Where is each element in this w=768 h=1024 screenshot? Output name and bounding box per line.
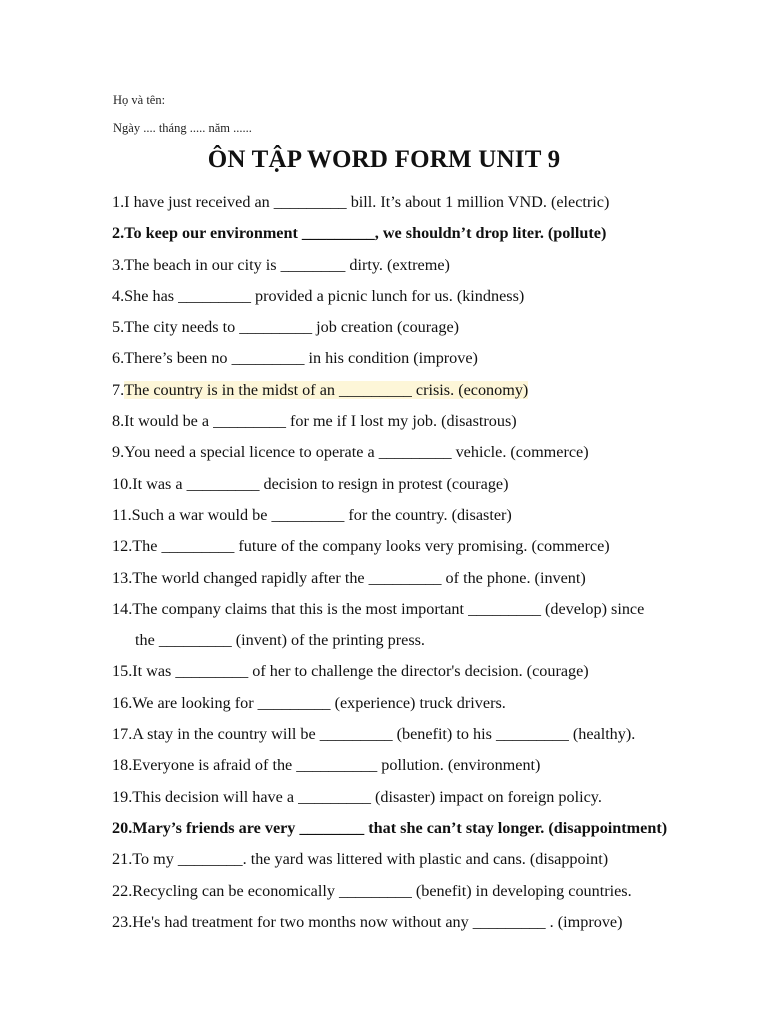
item-text: This decision will have a _________ (disaster) impact on foreign policy. bbox=[132, 787, 602, 806]
exercise-item-21 bbox=[112, 844, 712, 875]
item-number: 21. bbox=[112, 850, 133, 869]
exercise-item-3 bbox=[112, 250, 712, 281]
item-text: She has _________ provided a picnic lunch for us. (kindness) bbox=[124, 286, 525, 305]
exercise-item-4 bbox=[112, 281, 712, 312]
exercise-item-7 bbox=[112, 375, 712, 406]
exercise-item-5 bbox=[112, 312, 712, 343]
exercise-item-15 bbox=[112, 656, 712, 687]
worksheet-title: ÔN TẬP WORD FORM UNIT 9 bbox=[207, 146, 561, 173]
date-line: Ngày .... tháng ..... năm ...... bbox=[113, 121, 252, 135]
item-text: the _________ (invent) of the printing press. bbox=[135, 631, 425, 650]
item-number: 5. bbox=[112, 318, 125, 337]
exercise-item-12 bbox=[112, 531, 712, 562]
item-number: 20. bbox=[112, 818, 133, 837]
item-text: Everyone is afraid of the __________ pollution. (environment) bbox=[132, 756, 541, 775]
exercise-item-13 bbox=[112, 563, 712, 594]
item-number: 3. bbox=[112, 255, 125, 274]
item-text: The company claims that this is the most important _________ (develop) since bbox=[132, 599, 645, 618]
item-number: 19. bbox=[112, 787, 133, 806]
exercise-item-17 bbox=[112, 719, 712, 750]
item-text: I have just received an _________ bill. It’s about 1 million VND. (electric) bbox=[124, 193, 610, 211]
item-text: The city needs to _________ job creation (courage) bbox=[124, 318, 460, 337]
item-number: 12. bbox=[112, 537, 133, 556]
item-number: 10. bbox=[112, 474, 133, 493]
item-number: 16. bbox=[112, 693, 133, 712]
item-number: 13. bbox=[112, 568, 133, 587]
exercise-item-23 bbox=[112, 907, 712, 938]
exercise-item-11 bbox=[112, 500, 712, 531]
exercise-item-1 bbox=[112, 187, 712, 218]
item-text: He's had treatment for two months now without any _________ . (improve) bbox=[132, 912, 623, 931]
item-number: 6. bbox=[112, 349, 125, 368]
item-text: A stay in the country will be _________ (benefit) to his _________ (healthy). bbox=[132, 725, 636, 744]
item-text: It would be a _________ for me if I lost my job. (disastrous) bbox=[124, 412, 517, 431]
item-number: 2. bbox=[112, 224, 125, 243]
exercise-item-18 bbox=[112, 750, 712, 781]
exercise-item-16 bbox=[112, 688, 712, 719]
item-text: We are looking for _________ (experience) truck drivers. bbox=[132, 693, 506, 712]
exercise-item-19 bbox=[112, 782, 712, 813]
item-number: 23. bbox=[112, 912, 133, 931]
exercise-item-22 bbox=[112, 876, 712, 907]
item-number: 18. bbox=[112, 756, 133, 775]
item-text: To my ________. the yard was littered with plastic and cans. (disappoint) bbox=[132, 850, 609, 869]
item-number: 15. bbox=[112, 662, 133, 681]
item-text: Such a war would be _________ for the country. (disaster) bbox=[131, 505, 512, 524]
item-text: Mary’s friends are very ________ that she can’t stay longer. (disappointment) bbox=[132, 818, 668, 837]
exercise-item-14 bbox=[112, 594, 712, 625]
item-number: 7. bbox=[112, 380, 125, 399]
item-text: It was _________ of her to challenge the director's decision. (courage) bbox=[132, 662, 589, 681]
item-number: 9. bbox=[112, 443, 125, 462]
item-number: 11. bbox=[112, 505, 132, 524]
item-text: The country is in the midst of an _________ crisis. (economy) bbox=[124, 380, 529, 399]
item-text: The world changed rapidly after the _________ of the phone. (invent) bbox=[132, 568, 586, 587]
item-text: To keep our environment _________, we shouldn’t drop liter. (pollute) bbox=[124, 224, 607, 243]
item-text: Recycling can be economically _________ (benefit) in developing countries. bbox=[132, 881, 632, 900]
item-text: The _________ future of the company looks very promising. (commerce) bbox=[132, 537, 610, 556]
item-number: 8. bbox=[112, 412, 125, 431]
item-text: You need a special licence to operate a _________ vehicle. (commerce) bbox=[124, 443, 589, 462]
item-text: The beach in our city is ________ dirty. (extreme) bbox=[124, 255, 450, 274]
exercise-item-2 bbox=[112, 218, 712, 249]
item-number: 4. bbox=[112, 286, 125, 305]
exercise-item-10 bbox=[112, 469, 712, 500]
exercise-item-20 bbox=[112, 813, 712, 844]
item-number: 1. bbox=[112, 193, 125, 211]
exercise-item-8 bbox=[112, 406, 712, 437]
item-number: 17. bbox=[112, 725, 133, 744]
item-number: 14. bbox=[112, 599, 133, 618]
item-text: There’s been no _________ in his condition (improve) bbox=[124, 349, 478, 368]
exercise-list bbox=[112, 187, 712, 938]
exercise-item-14-continued bbox=[112, 625, 712, 656]
exercise-item-9 bbox=[112, 437, 712, 468]
item-text: It was a _________ decision to resign in protest (courage) bbox=[132, 474, 509, 493]
student-name-label: Họ và tên: bbox=[113, 93, 166, 107]
exercise-item-6 bbox=[112, 343, 712, 374]
item-number: 22. bbox=[112, 881, 133, 900]
